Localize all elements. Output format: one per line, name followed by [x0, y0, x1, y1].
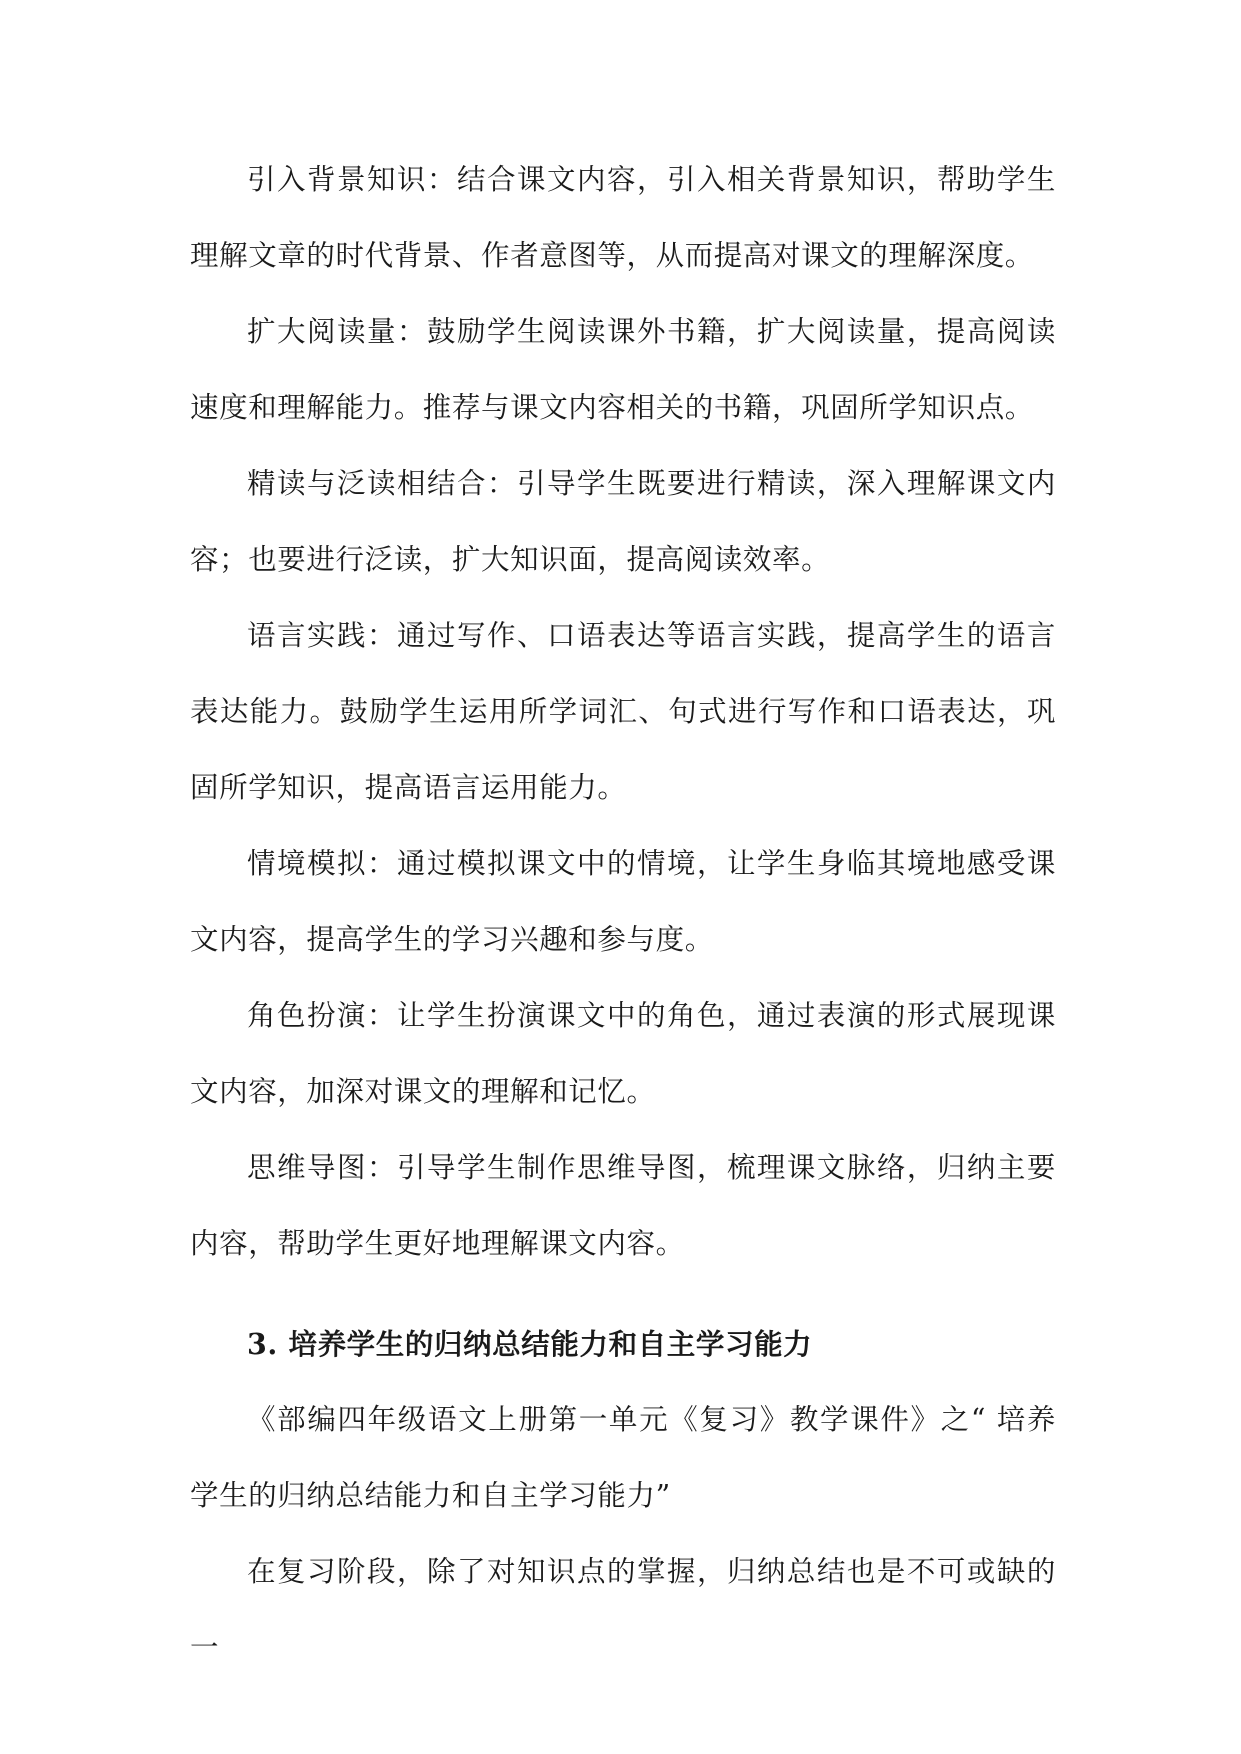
paragraph-language-practice: 语言实践：通过写作、口语表达等语言实践，提高学生的语言表达能力。鼓励学生运用所学词汇、句式进行写作和口语表达，巩固所学知识，提高语言运用能力。 [190, 619, 1056, 804]
paragraph-mind-map: 思维导图：引导学生制作思维导图，梳理课文脉络，归纳主要内容，帮助学生更好地理解课文内容。 [190, 1151, 1056, 1260]
paragraph-expand-reading: 扩大阅读量：鼓励学生阅读课外书籍，扩大阅读量，提高阅读速度和理解能力。推荐与课文内容相关的书籍，巩固所学知识点。 [190, 315, 1056, 424]
document-body [190, 142, 1056, 1686]
paragraph-courseware-intro: 《部编四年级语文上册第一单元《复习》教学课件》之“ 培养学生的归纳总结能力和自主学习能力” [190, 1403, 1056, 1512]
paragraph-review-stage: 在复习阶段，除了对知识点的掌握，归纳总结也是不可或缺的一 [190, 1555, 1056, 1664]
paragraph-role-play: 角色扮演：让学生扮演课文中的角色，通过表演的形式展现课文内容，加深对课文的理解和记忆。 [190, 999, 1056, 1108]
paragraph-background-knowledge: 引入背景知识：结合课文内容，引入相关背景知识，帮助学生理解文章的时代背景、作者意图等，从而提高对课文的理解深度。 [190, 163, 1056, 272]
paragraph-intensive-extensive-reading: 精读与泛读相结合：引导学生既要进行精读，深入理解课文内容；也要进行泛读，扩大知识面，提高阅读效率。 [190, 467, 1056, 576]
paragraph-scenario-simulation: 情境模拟：通过模拟课文中的情境，让学生身临其境地感受课文内容，提高学生的学习兴趣和参与度。 [190, 847, 1056, 956]
section-heading: 3. 培养学生的归纳总结能力和自主学习能力 [247, 1327, 813, 1361]
